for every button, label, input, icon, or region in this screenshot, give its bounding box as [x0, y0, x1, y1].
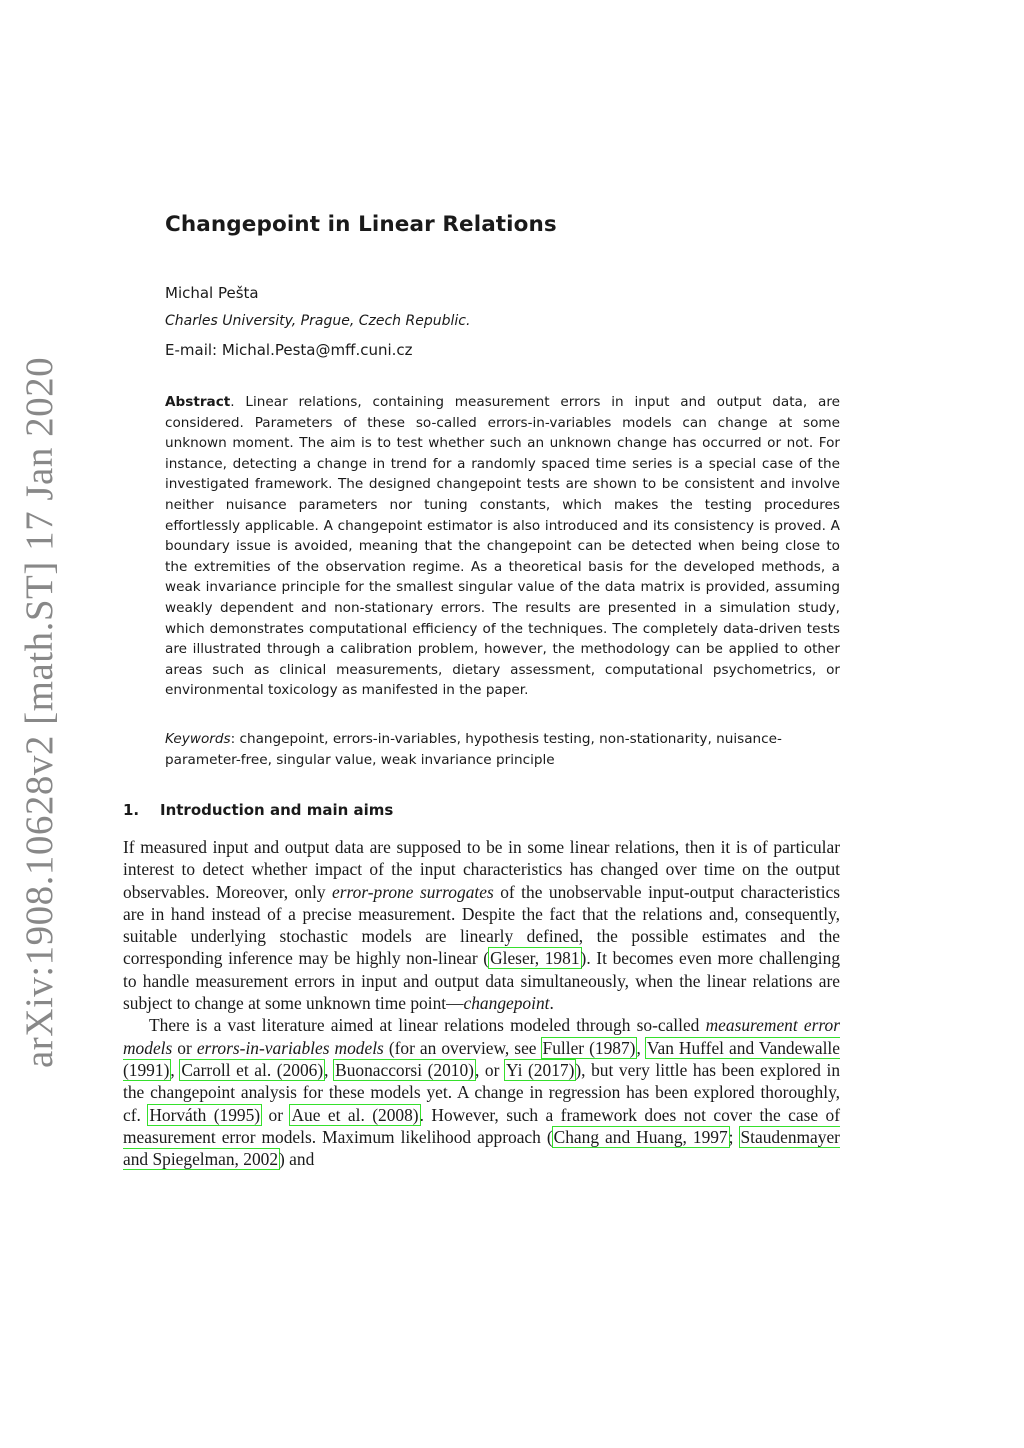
emphasis: error-prone surrogates	[332, 881, 494, 902]
citation-link[interactable]: Gleser, 1981	[490, 948, 580, 969]
section-number: 1.	[123, 801, 140, 819]
citation-link[interactable]: Buonaccorsi (2010)	[335, 1059, 474, 1080]
text-run: ). It becomes even more challenging to handle measurement errors in input and output data simultaneously, when the linear relations are subject to change at some unknown time point—	[123, 948, 841, 1014]
text-run: or	[261, 1104, 291, 1125]
text-run: , or	[474, 1059, 505, 1080]
emphasis: measurement error models	[123, 1015, 840, 1058]
text-run: (for an overview, see	[383, 1037, 542, 1058]
citation-link[interactable]: Horváth (1995)	[149, 1104, 261, 1125]
emphasis: errors-in-variables models	[196, 1037, 384, 1058]
paper-title: Changepoint in Linear Relations	[165, 212, 557, 237]
text-run: There is a vast literature aimed at linear relations modeled through so-called	[149, 1015, 706, 1036]
citation-link[interactable]: Aue et al. (2008)	[291, 1104, 419, 1125]
keywords	[165, 729, 825, 770]
keywords-label: Keywords	[165, 731, 231, 747]
abstract	[165, 392, 840, 701]
citation-link[interactable]: Staudenmayer and Spiegelman, 2002	[123, 1126, 840, 1170]
author-affiliation: Charles University, Prague, Czech Republic.	[165, 313, 471, 329]
citation-link[interactable]: Van Huffel and Vandewalle (1991)	[123, 1037, 840, 1080]
introduction-body	[123, 836, 840, 1170]
author-email	[165, 341, 413, 359]
emphasis: changepoint	[463, 993, 550, 1014]
email-label: E-mail:	[165, 341, 218, 359]
section-heading	[123, 801, 393, 819]
text-run: . However, such a framework does not cover the case of measurement error models. Maximum likelihood approach (	[123, 1104, 840, 1147]
author-name: Michal Pešta	[165, 284, 259, 302]
intro-paragraph	[123, 1014, 840, 1170]
abstract-text: . Linear relations, containing measurement errors in input and output data, are considered. Parameters of these so-called errors-in-variables models can change at some unknown moment. The aim is to test whether such an unknown change has occurred or not. For instance, detecting a change in trend for a randomly spaced time series is a special case of the investigated framework. The designed changepoint tests are shown to be consistent and involve neither nuisance parameters nor tuning constants, which makes the testing procedures effortlessly applicable. A changepoint estimator is also introduced and its consistency is proved. A boundary issue is avoided, meaning that the changepoint can be detected when being close to the extremities of the observation regime. As a theoretical basis for the developed methods, a weak invariance principle for the smallest singular value of the data matrix is provided, assuming weakly dependent and non-stationary errors. The results are presented in a simulation study, which demonstrates computational efficiency of the techniques. The completely data-driven tests are illustrated through a calibration problem, however, the methodology can be applied to other areas such as clinical measurements, dietary assessment, computational psychometrics, or environmental toxicology as manifested in the paper.	[165, 394, 840, 699]
text-run: ), but very little has been explored in the changepoint analysis for these models yet. A change in regression has been explored thoroughly, cf.	[123, 1059, 841, 1125]
text-run: ;	[728, 1126, 740, 1147]
text-run: ,	[636, 1037, 646, 1058]
text-run: .	[549, 993, 554, 1014]
email-address[interactable]: Michal.Pesta@mff.cuni.cz	[221, 341, 413, 359]
text-run: of the unobservable input-output characteristics are in hand instead of a precise measurement. Despite the fact that the relations and, consequently, suitable underlying stochastic models are linearly defined, the possible estimates and the corresponding inference may be highly non-linear (	[123, 881, 841, 969]
citation-link[interactable]: Chang and Huang, 1997	[553, 1126, 728, 1147]
abstract-label: Abstract	[165, 394, 231, 410]
citation-link[interactable]: Yi (2017)	[506, 1059, 575, 1080]
text-run: ) and	[279, 1149, 315, 1170]
keywords-text: : changepoint, errors-in-variables, hypothesis testing, non-stationarity, nuisance-parameter-free, singular value, weak invariance principle	[165, 731, 782, 768]
text-run: ,	[324, 1059, 335, 1080]
text-run: or	[172, 1037, 197, 1058]
citation-link[interactable]: Carroll et al. (2006)	[181, 1059, 324, 1080]
section-title: Introduction and main aims	[160, 801, 394, 819]
text-run: If measured input and output data are supposed to be in some linear relations, then it is of particular interest to detect whether impact of the input characteristics has changed over time on the output observables. Moreover, only	[123, 837, 840, 902]
intro-paragraph	[123, 836, 840, 1014]
text-run: ,	[170, 1059, 181, 1080]
citation-link[interactable]: Fuller (1987)	[542, 1037, 636, 1058]
arxiv-identifier-stamp: arXiv:1908.10628v2 [math.ST] 17 Jan 2020	[18, 356, 61, 1068]
